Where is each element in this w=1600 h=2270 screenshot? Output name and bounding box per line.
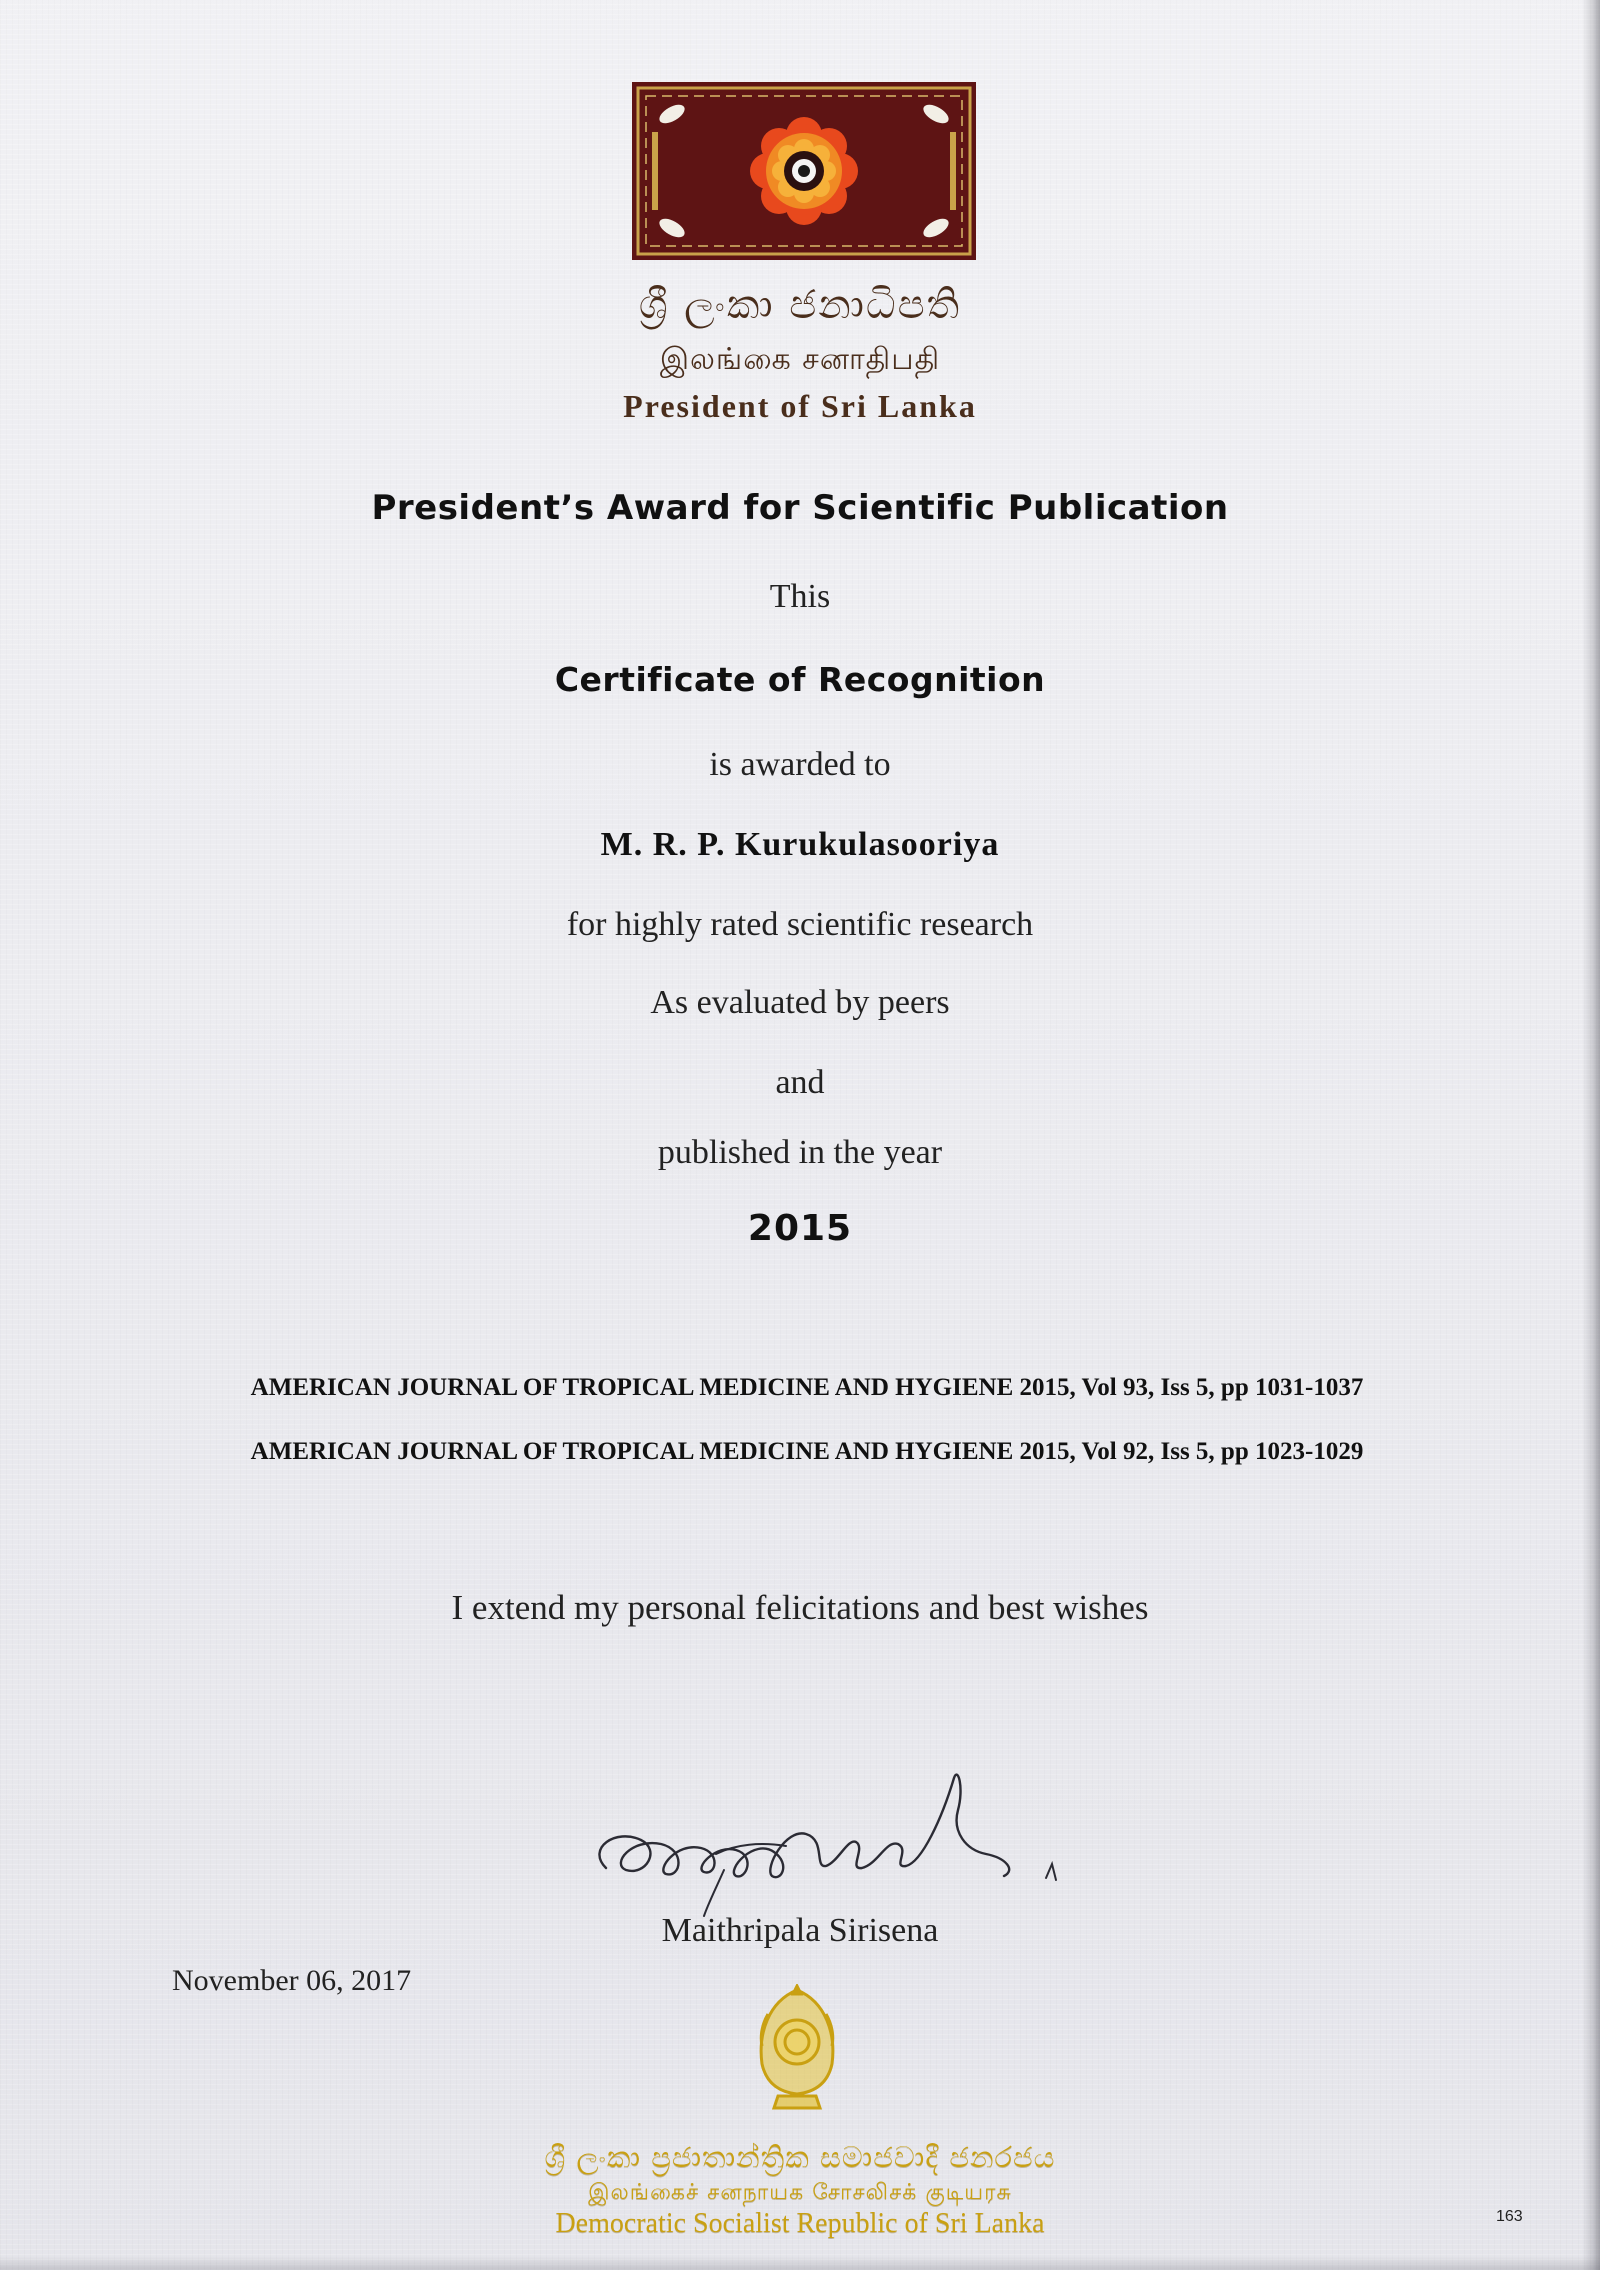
line-peers: As evaluated by peers: [650, 984, 950, 1021]
presidential-emblem: [632, 82, 976, 260]
certificate-title: Certificate of Recognition: [554, 660, 1046, 699]
page-number: 163: [1496, 2208, 1523, 2225]
felicitations-text: I extend my personal felicitations and best wishes: [451, 1588, 1149, 1627]
line-year-text: published in the year: [657, 1134, 943, 1171]
line-awarded: is awarded to: [709, 746, 891, 783]
recipient-name: M. R. P. Kurukulasooriya: [600, 826, 1000, 863]
line-this: This: [769, 578, 831, 615]
republic-name-tamil: இலங்கைச் சனநாயக சோசலிசக் குடியரசு: [588, 2180, 1012, 2205]
award-title: President’s Award for Scientific Publication: [371, 488, 1229, 528]
republic-name-english: Democratic Socialist Republic of Sri Lanka: [555, 2208, 1045, 2239]
tamil-title: இலங்கை சனாதிபதி: [659, 342, 941, 377]
award-year: 2015: [747, 1208, 853, 1249]
line-research: for highly rated scientific research: [566, 906, 1034, 943]
paper-bottom-shadow: [0, 2256, 1600, 2270]
sinhala-title: ශ්‍රී ලංකා ජනාධිපති: [638, 282, 962, 328]
signature: [586, 1758, 1066, 1918]
line-and: and: [775, 1064, 825, 1101]
publication-entry: AMERICAN JOURNAL OF TROPICAL MEDICINE AND HYGIENE 2015, Vol 93, Iss 5, pp 1031-1037: [250, 1374, 1364, 1401]
national-crest-emblem: [748, 1984, 846, 2114]
certificate-date: November 06, 2017: [172, 1964, 412, 1997]
signer-name: Maithripala Sirisena: [661, 1912, 939, 1949]
publication-entry: AMERICAN JOURNAL OF TROPICAL MEDICINE AND HYGIENE 2015, Vol 92, Iss 5, pp 1023-1029: [250, 1438, 1364, 1465]
english-title: President of Sri Lanka: [623, 388, 977, 424]
republic-name-sinhala: ශ්‍රී ලංකා ප්‍රජාතාන්ත්‍රික සමාජවාදී ජනරජය: [544, 2140, 1056, 2174]
